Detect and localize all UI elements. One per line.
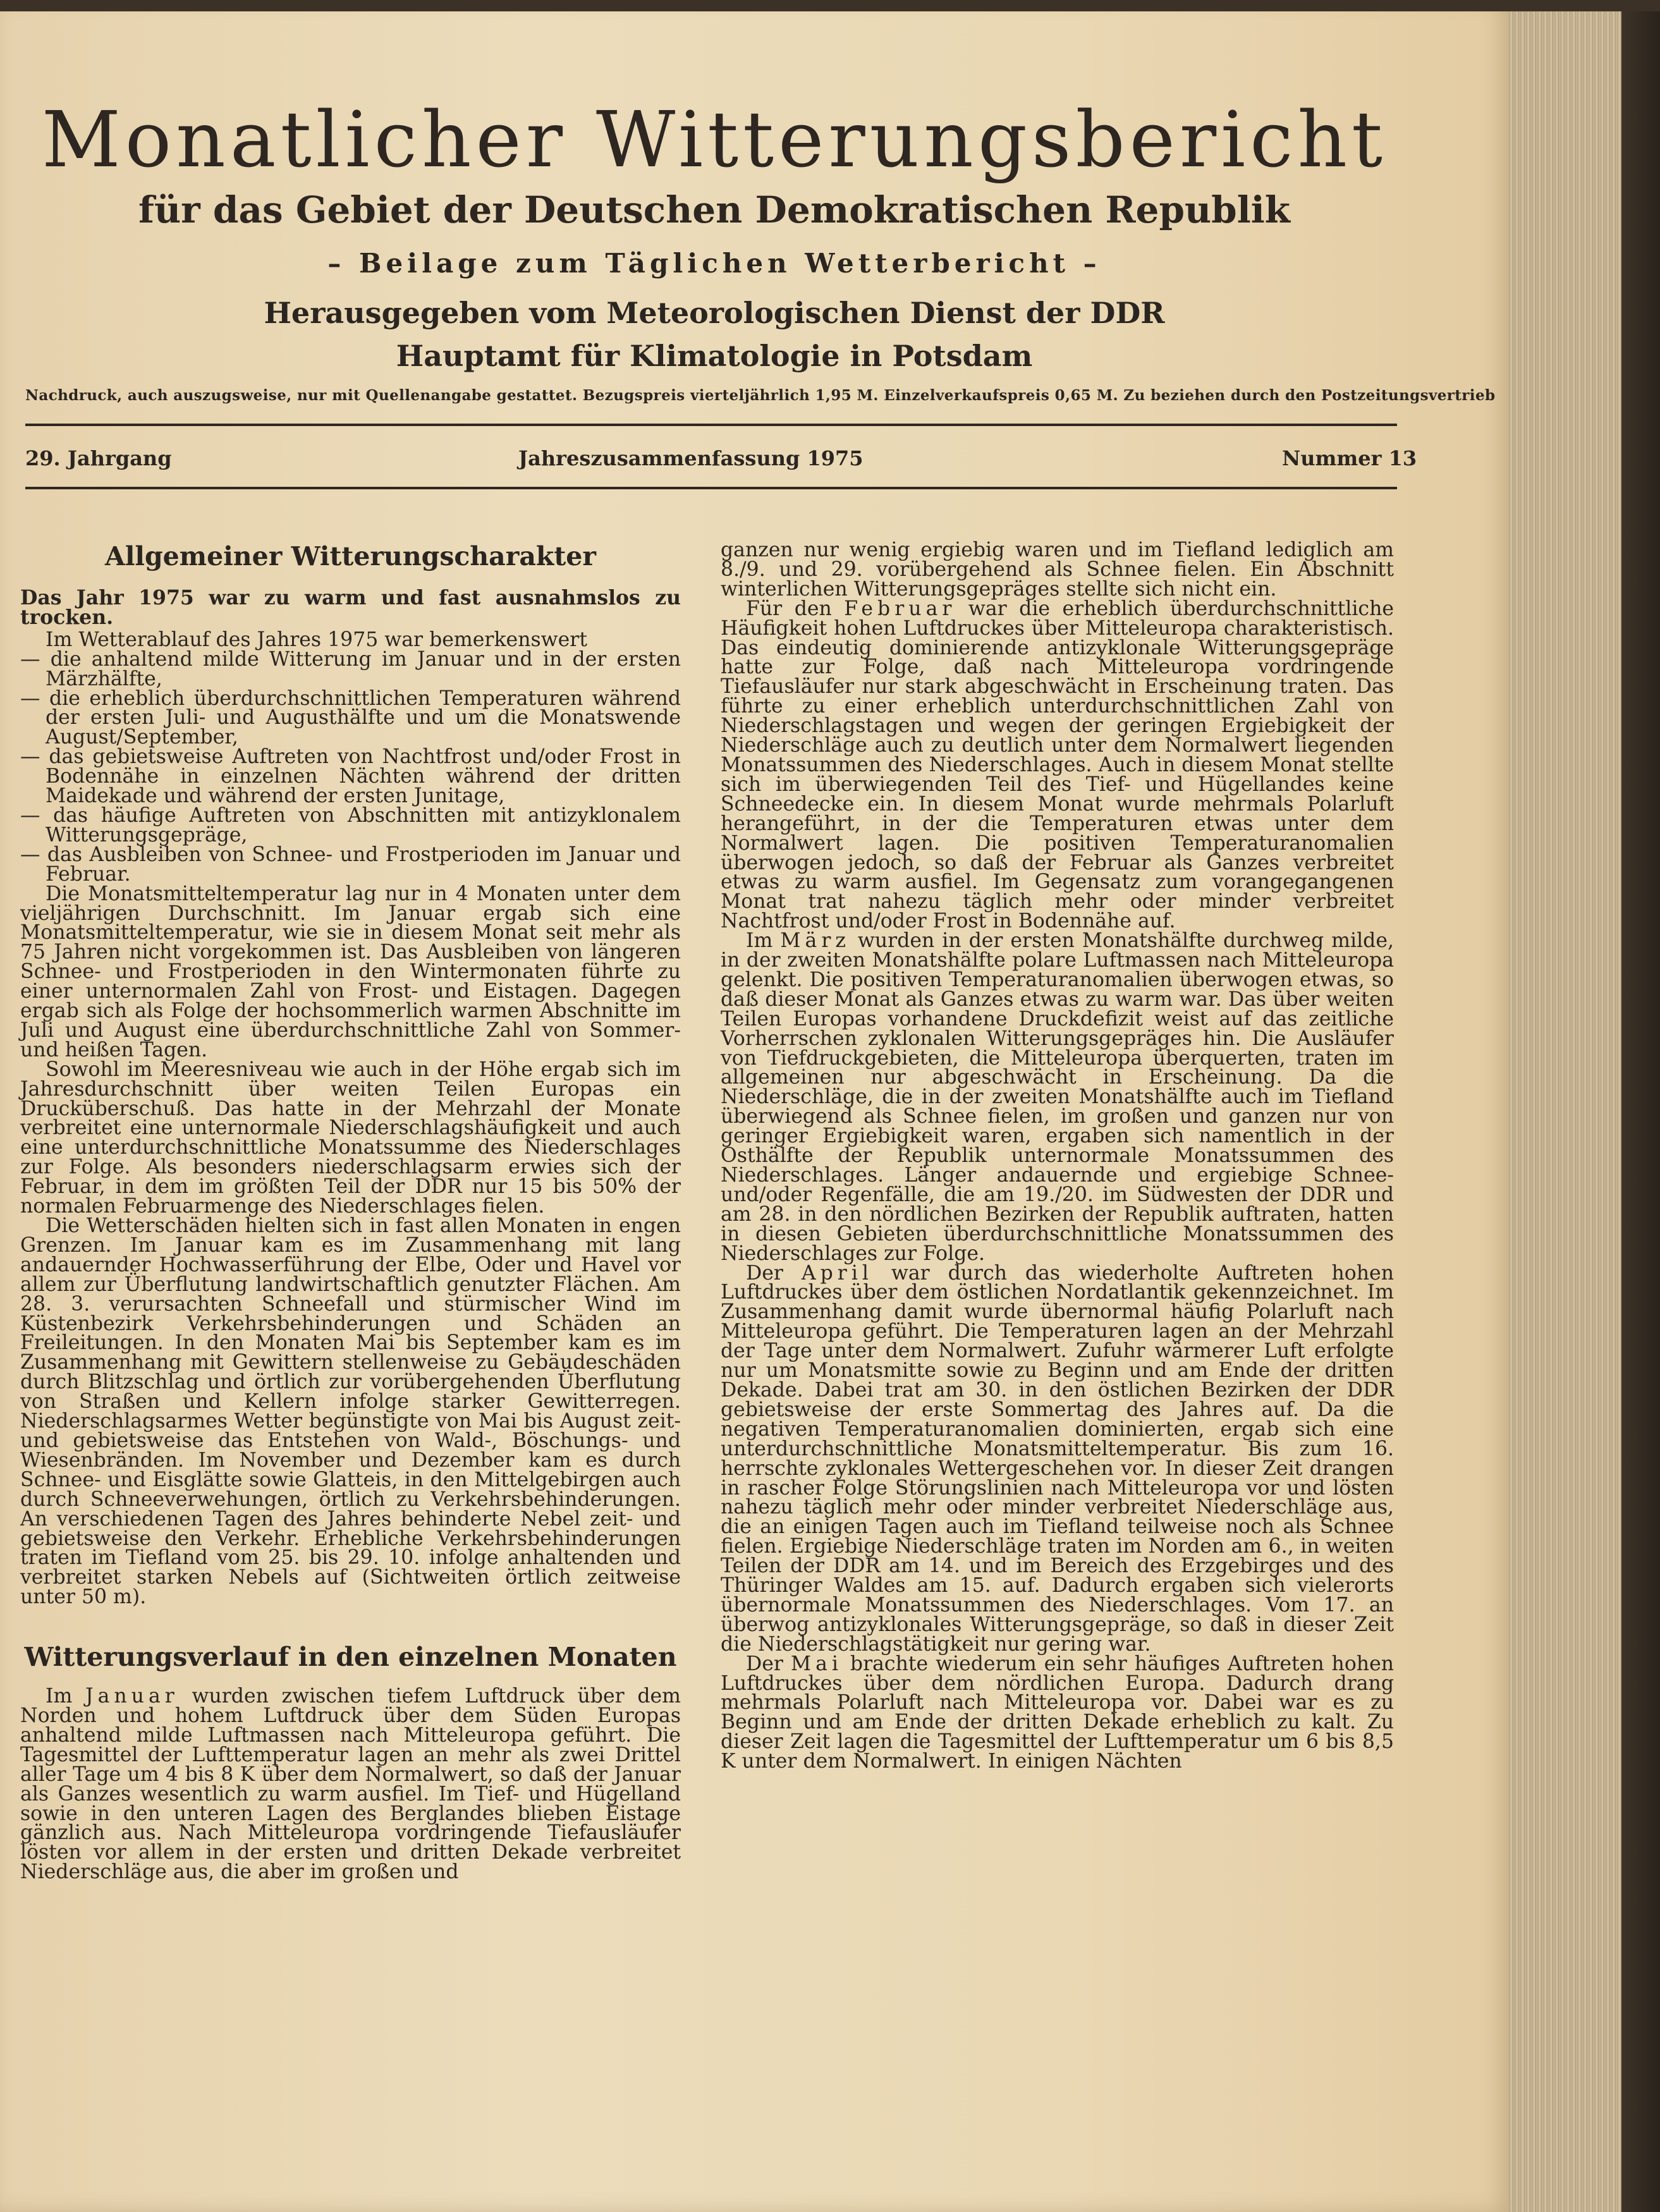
body-paragraph: Die Monatsmitteltemperatur lag nur in 4 Monaten unter dem vieljährigen Durchschnitt. Im Januar ergab sich eine Monatsmitteltemperatur, wie sie in diesem Monat seit mehr als 75 Jahren nicht vorgekommen ist. Das Ausbleiben von längeren Schnee- und Frostperioden in den Wintermonaten führte zu einer unternormalen Zahl von Frost- und Eistagen. Dagegen ergab sich als Folge der hochsommerlich warmen Abschnitte im Juli und August eine überdurchschnittliche Zahl von Sommer- und heißen Tagen. — [20, 882, 681, 1061]
header-rule-bottom — [25, 487, 1397, 489]
section-heading-months: Witterungsverlauf in den einzelnen Monaten — [24, 1642, 677, 1673]
month-name-april: April — [801, 1261, 873, 1285]
masthead-supplement: – Beilage zum Täglichen Wetterbericht – — [327, 248, 1101, 279]
bullet-item: — die erheblich überdurchschnittlichen Temperaturen während der ersten Juli- und Augusthälfte und um die Monatswende August/September, — [20, 687, 681, 749]
masthead-title: Monatlicher Witterungsbericht — [41, 95, 1388, 185]
book-binding — [1621, 0, 1660, 2212]
paragraph-text: war die erheblich überdurchschnittliche Häufigkeit hohen Luftdruckes über Mitteleuropa charakteristisch. Das eindeutig dominierende antizyklonale Witterungsgepräge hatte zur Folge, daß nach Mitteleuropa vordringende Tiefausläufer nur stark abgeschwächt in Erscheinung traten. Das führte zu einer erheblich unterdurchschnittlichen Zahl von Niederschlagstagen und wegen der geringen Ergiebigkeit der Niederschläge auch zu deutlich unter dem Normalwert liegenden Monatssummen des Niederschlages. Auch in diesem Monat stellte sich im überwiegenden Teil des Tief- und Hügellandes keine Schneedecke ein. In diesem Monat wurde mehrmals Polarluft herangeführt, in der die Temperaturen etwas unter dem Normalwert lagen. Die positiven Temperaturanomalien überwogen jedoch, so daß der Februar als Ganzes verbreitet etwas zu warm ausfiel. Im Gegensatz zum vorangegangenen Monat trat nahezu täglich mehr oder minder verbreitet Nachtfrost und/oder Frost in Bodennähe auf. — [721, 597, 1394, 933]
month-name-may: Mai — [790, 1652, 843, 1675]
paragraph-text: wurden in der ersten Monatshälfte durchweg milde, in der zweiten Monatshälfte polare Luftmassen nach Mitteleuropa gelenkt. Die positiven Temperaturanomalien überwogen etwas, so daß dieser Monat als Ganzes etwas zu warm war. Das über weiten Teilen Europas vorhandene Druckdefizit weist auf das zeitliche Vorherrschen zyklonalen Witterungsgepräges hin. Die Ausläufer von Tiefdruckgebieten, die Mitteleuropa überquerten, traten im allgemeinen nur abgeschwächt in Erscheinung. Da die Niederschläge, die in der zweiten Monatshälfte auch im Tiefland überwiegend als Schnee fielen, im großen und ganzen nur von geringer Ergiebigkeit waren, ergaben sich namentlich in der Osthälfte der Republik unternormale Monatssummen des Niederschlages. Länger andauernde und ergiebige Schnee- und/oder Regenfälle, die am 19./20. im Südwesten der DDR und am 28. in den nördlichen Bezirken der Republik auftraten, hatten in diesen Gebieten überdurchschnittliche Monatssummen des Niederschlages zur Folge. — [721, 929, 1394, 1265]
month-name-february: Februar — [844, 597, 956, 620]
month-name-march: März — [780, 929, 850, 953]
bullet-item: — das häufige Auftreten von Abschnitten mit antizyklonalem Witterungsgepräge, — [20, 804, 681, 846]
top-edge — [0, 0, 1660, 11]
left-column — [20, 541, 681, 1882]
right-column — [721, 541, 1394, 1771]
bullet-item: — das Ausbleiben von Schnee- und Frostperioden im Januar und Februar. — [20, 843, 681, 886]
reprint-notice: Nachdruck, auch auszugsweise, nur mit Quellenangabe gestattet. Bezugspreis vierteljährlich 1,95 M. Einzelverkaufspreis 0,65 M. Zu beziehen durch den Postzeitungsvertrieb — [25, 387, 1496, 404]
intro-paragraph: Im Wetterablauf des Jahres 1975 war bemerkenswert — [46, 628, 587, 651]
body-paragraph: Die Wetterschäden hielten sich in fast allen Monaten in engen Grenzen. Im Januar kam es im Zusammenhang mit lang andauernder Hochwasserführung der Elbe, Oder und Havel vor allem zur Überflutung landwirtschaftlich genutzter Flächen. Am 28. 3. verursachten Schneefall und stürmischer Wind im Küstenbezirk Verkehrsbehinderungen und Schäden an Freileitungen. In den Monaten Mai bis September kam es im Zusammenhang mit Gewittern stellenweise zu Gebäudeschäden durch Blitzschlag und örtlich zur vorübergehenden Überflutung von Straßen und Kellern infolge starker Gewitterregen. Niederschlagsarmes Wetter begünstigte von Mai bis August zeit- und gebietsweise das Entstehen von Wald-, Böschungs- und Wiesenbränden. Im November und Dezember kam es durch Schnee- und Eisglätte sowie Glatteis, in den Mittelgebirgen auch durch Schneeverwehungen, örtlich zu Verkehrsbehinderungen. An verschiedenen Tagen des Jahres behinderte Nebel zeit- und gebietsweise den Verkehr. Erhebliche Verkehrsbehinderungen traten im Tiefland vom 25. bis 29. 10. infolge anhaltenden und verbreitet starken Nebels auf (Sichtweiten örtlich zeitweise unter 50 m). — [20, 1214, 681, 1609]
volume-label: 29. Jahrgang — [25, 446, 172, 470]
body-paragraph: Sowohl im Meeresniveau wie auch in der Höhe ergab sich im Jahresdurchschnitt über weiten Teilen Europas ein Drucküberschuß. Das hatte in der Mehrzahl der Monate verbreitet eine unternormale Niederschlagshäufigkeit und auch eine unterdurchschnittliche Monatssumme des Niederschlages zur Folge. Als besonders niederschlagsarm erwies sich der Februar, in dem im größten Teil der DDR nur 15 bis 50% der normalen Februarmenge des Niederschlages fielen. — [20, 1058, 681, 1218]
issue-title: Jahreszusammenfassung 1975 — [518, 446, 864, 470]
february-paragraph — [721, 599, 1394, 931]
paragraph-start: Der — [746, 1261, 802, 1285]
paragraph-start: Im — [46, 1685, 85, 1708]
month-name-january: Januar — [85, 1685, 179, 1708]
continued-paragraph: ganzen nur wenig ergiebig waren und im Tiefland lediglich am 8./9. und 29. vorübergehend als Schnee fielen. Ein Abschnitt winterlichen Witterungsgepräges stellte sich nicht ein. — [721, 539, 1394, 601]
april-paragraph — [721, 1261, 1394, 1656]
paragraph-text: wurden zwischen tiefem Luftdruck über dem Norden und hohem Luftdruck über dem Süden Europas anhaltend milde Luftmassen nach Mitteleuropa geführt. Die Tagesmittel der Lufttemperatur lagen an mehr als zwei Drittel aller Tage um 4 bis 8 K über dem Normalwert, so daß der Januar als Ganzes wesentlich zu warm ausfiel. Im Tief- und Hügelland sowie in den unteren Lagen des Berglandes blieben Eistage gänzlich aus. Nach Mitteleuropa vordringende Tiefausläufer lösten vor allem in der ersten und dritten Dekade verbreitet Niederschläge aus, die aber im großen und — [20, 1685, 681, 1884]
bullet-item: — die anhaltend milde Witterung im Januar und in der ersten Märzhälfte, — [20, 647, 681, 690]
bullet-item: — das gebietsweise Auftreten von Nachtfrost und/oder Frost in Bodennähe in einzelnen Nächten während der dritten Maidekade und während der ersten Junitage, — [20, 745, 681, 808]
issue-number: Nummer 13 — [1282, 446, 1417, 470]
paragraph-start: Im — [746, 929, 781, 953]
masthead-publisher: Herausgegeben vom Meteorologischen Dienst der DDR — [264, 296, 1165, 330]
march-paragraph — [721, 931, 1394, 1263]
section-heading-general: Allgemeiner Witterungscharakter — [105, 541, 596, 571]
may-paragraph — [721, 1654, 1394, 1771]
paragraph-text: war durch das wiederholte Auftreten hohen Luftdruckes über dem östlichen Nordatlantik gekennzeichnet. Im Zusammenhang damit wurde übernormal häufig Polarluft nach Mitteleuropa geführt. Die Temperaturen lagen an der Mehrzahl der Tage unter dem Normalwert. Zufuhr wärmerer Luft erfolgte nur um Monatsmitte sowie zu Beginn und am Ende der dritten Dekade. Dabei trat am 30. in den östlichen Bezirken der DDR gebietsweise der erste Sommertag des Jahres auf. Da die negativen Temperaturanomalien dominierten, ergab sich eine unterdurchschnittliche Monatsmitteltemperatur. Bis zum 16. herrschte zyklonales Wettergeschehen vor. In dieser Zeit drangen in rascher Folge Störungslinien nach Mitteleuropa vor und lösten nahezu täglich mehr oder minder verbreitet Niederschläge aus, die an einigen Tagen auch im Tiefland teilweise noch als Schnee fielen. Ergiebige Niederschläge traten im Norden am 6., in weiten Teilen der DDR am 14. und im Bereich des Erzgebirges und des Thüringer Waldes am 15. auf. Dadurch ergaben sich vielerorts übernormale Monatssummen des Niederschlages. Vom 17. an überwog antizyklonales Witterungsgepräge, so daß in dieser Zeit die Niederschlagstätigkeit nur gering war. — [721, 1261, 1394, 1656]
paragraph-start: Für den — [746, 597, 845, 620]
january-paragraph — [20, 1687, 681, 1882]
paragraph-start: Der — [746, 1652, 791, 1675]
masthead-office: Hauptamt für Klimatologie in Potsdam — [396, 339, 1033, 373]
masthead-subtitle: für das Gebiet der Deutschen Demokratischen Republik — [138, 188, 1290, 231]
paragraph-text: brachte wiederum ein sehr häufiges Auftreten hohen Luftdruckes über dem nördlichen Europa. Dadurch drang mehrmals Polarluft nach Mitteleuropa vor. Dabei war es zu Beginn und am Ende der dritten Dekade erheblich zu kalt. Zu dieser Zeit lagen die Tagesmittel der Lufttemperatur um 6 bis 8,5 K unter dem Normalwert. In einigen Nächten — [721, 1652, 1395, 1773]
header-rule-top — [25, 424, 1397, 426]
lead-paragraph: Das Jahr 1975 war zu warm und fast ausnahmslos zu trocken. — [20, 586, 681, 629]
